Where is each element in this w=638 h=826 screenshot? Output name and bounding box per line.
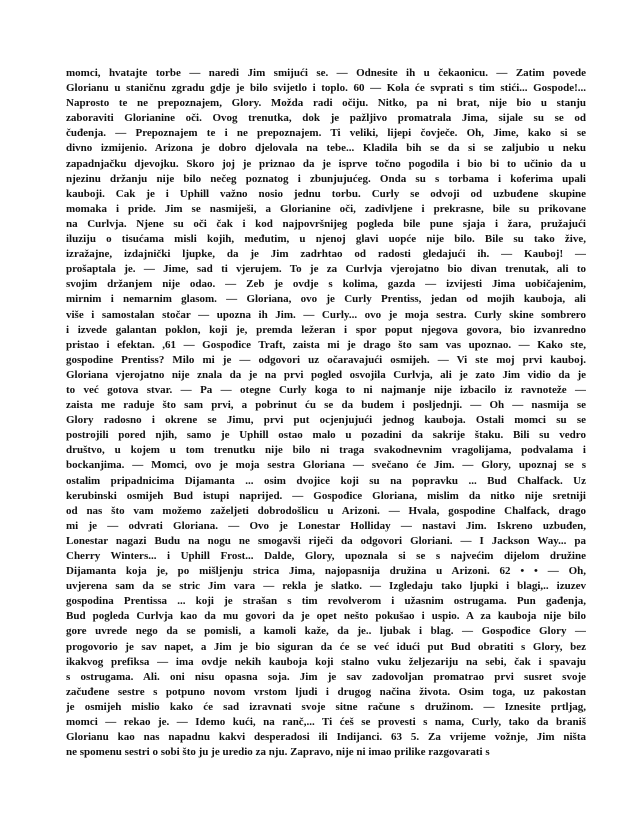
text-line: mirnim i nemarnim glasom. — Gloriana, ovo je Curly Prentiss, jedan od mojih kauboja, ali bbox=[66, 293, 586, 306]
text-line: divno izmijenio. Arizona je dobro djelovala na tebe... Kladila bih se da si se zaljubio u neku bbox=[66, 142, 586, 155]
text-line: iluziju o tisućama misli kojih, međutim, u njenoj glavi uopće nije bilo. Bile su tako žive, bbox=[66, 233, 586, 246]
text-line: Cherry Winters... i Uphill Frost... Dalde, Glory, upoznala si se s najvećim dijelom družine bbox=[66, 550, 586, 562]
text-line: prošaptala je. — Jime, sad ti vjerujem. To je za Curlvja vjerojatno bio divan trenutak, ali to bbox=[66, 263, 586, 276]
text-line: zaista me raduje što sam prvi, a pobrinut ću se da budem i posljednji. — Oh — nasmija se bbox=[66, 399, 586, 412]
text-line: od nas što vam možemo zaželjeti dobrodošlicu u Arizoni. — Hvala, gospodine Chalfack, drago bbox=[66, 504, 586, 517]
text-line: začuđene sestre s potpuno novom vrstom ljudi i drugog načina života. Osim toga, uz pakostan bbox=[66, 685, 586, 698]
text-line: i izvede galantan poklon, koji je, premda ležeran i spor poput njegova govora, bio izvanredno bbox=[66, 323, 586, 336]
text-line: kauboji. Cak je i Uphill važno nosio jednu torbu. Curly se odvoji od uzbuđene skupine bbox=[66, 187, 586, 200]
text-line: Dijamanta koja je, po mišljenju strica Jima, najopasnija družina u Arizoni. 62 • • — Oh, bbox=[66, 565, 586, 578]
text-line: Gloriana vjerojatno nije znala da je na prvi pogled osvojila Curlvja, ali je zato Jim vidio da je bbox=[66, 368, 586, 381]
text-line: s ostrugama. Ali. oni nisu opasna soja. Jim je sav zadovoljan promatrao prvi susret svoje bbox=[66, 670, 586, 683]
text-line: momci, hvatajte torbe — naredi Jim smijući se. — Odnesite ih u čekaonicu. — Zatim povede bbox=[66, 67, 586, 79]
text-line: gospodine Prentiss? Milo mi je — odgovori uz očaravajući osmijeh. — Vi ste moj prvi kauboj. bbox=[66, 353, 586, 366]
text-line: bockanjima. — Momci, ovo je moja sestra Gloriana — svečano će Jim. — Glory, upoznaj se s bbox=[66, 459, 586, 472]
text-line: Naprosto te ne prepoznajem, Glory. Možda radi očiju. Nitko, pa ni brat, nije bio u stanju bbox=[66, 97, 586, 110]
text-line: pristao i efektan. ,61 — Gospođice Traft, zaista mi je drago što sam vas upoznao. — Kako ste, bbox=[66, 338, 586, 351]
text-line: ne spomenu sestri o sobi što ju je uredio za nju. Zapravo, nije ni imao prilike razgovarati s bbox=[66, 746, 490, 759]
text-line: mi je — odvrati Gloriana. — Ovo je Lonestar Holliday — nastavi Jim. Iskreno uzbuđen, bbox=[66, 519, 586, 532]
text-line: gore uvrede nego da se pomisli, a kamoli kaže, da je.. ljubak i blag. — Gospođice Glory — bbox=[66, 625, 586, 638]
text-line: Glory radosno i okrene se Jimu, prvi put ocjenjujući jednog kauboja. Ostali momci su se bbox=[66, 414, 586, 427]
text-line: Glorianu kao nas napadnu kakvi desperadosi ili Indijanci. 63 5. Za vrijeme vožnje, Jim ništa bbox=[66, 731, 586, 744]
text-line: više i samostalan stočar — upozna ih Jim. — Curly... ovo je moja sestra. Curly skine sombrero bbox=[66, 308, 586, 321]
text-line: gospodina Prentissa ... koji je strašan s tim revolverom i užasnim ostrugama. Pun gađenja, bbox=[66, 595, 586, 608]
text-line: njezinu držanju nije bilo nečeg poznatog i zbunjujućeg. Onda su s torbama i koferima upali bbox=[66, 172, 586, 185]
text-line: momaka i pride. Jim se nasmiješi, a Glorianine oči, zadivljene i prekrasne, bile su prikovane bbox=[66, 202, 586, 215]
text-line: progovorio je sav napet, a Jim je bio siguran da će se već idući put Bud obratiti s Glory, bez bbox=[66, 640, 586, 653]
text-line: Lonestar nagazi Budu na nogu ne smogavši riječi da odgovori Gloriani. — I Jackson Way... pa bbox=[66, 534, 586, 547]
text-line: izražajne, izdajnički ljupke, da je Jim zadrhtao od radosti gledajući ih. — Kauboj! — bbox=[66, 248, 586, 261]
text-line: društvo, u kojem u tom trenutku nije bilo ni traga svakodnevnim vragolijama, podvalama i bbox=[66, 444, 586, 457]
text-line: zapadnjačku djevojku. Skoro joj je priznao da je isprve točno pogodila i bio bi to učinio da u bbox=[66, 157, 586, 170]
text-line: uvjerena sam da se stric Jim vara — rekla je slatko. — Izgledaju tako ljupki i blagi,.. izuzev bbox=[66, 580, 586, 593]
text-line: je osmijeh mislio kako će sad izravnati svoje sitne račune s družinom. — Iznesite prtljag, bbox=[66, 700, 586, 713]
text-line: ikakvog prefiksa — ima ovdje nekih kauboja koji stalno vuku željezariju na sebi, čak i spavaju bbox=[66, 655, 586, 668]
text-line: Glorianu u staničnu zgradu gdje je bilo svijetlo i toplo. 60 — Kola će svprati s tim stići... Gospode!... bbox=[66, 82, 586, 95]
text-line: na Curlvja. Njene su oči čak i kod najpovršnijeg pogleda bile pune sjaja i žara, pružajući bbox=[66, 217, 586, 230]
text-line: ostalim pripadnicima Dijamanta ... osim dvojice koji su na popravku ... Bud Chalfack. Uz bbox=[66, 474, 586, 487]
text-line: kerubinski osmijeh Bud istupi naprijed. — Gospođice Gloriana, mislim da nitko nije sretniji bbox=[66, 489, 586, 502]
text-line: svojim držanjem nije odao. — Zeb je ovdje s kolima, gazda — izvijesti Jima uobičajenim, bbox=[66, 278, 586, 291]
text-line: Bud pogleda Curlvja kao da mu govori da je opet nešto pokušao i uspio. A za kauboja nije bilo bbox=[66, 610, 586, 623]
text-line: postrojili pored njih, samo je Uphill ostao malo u pozadini da sakrije štaku. Bili su vedro bbox=[66, 429, 586, 442]
body-text bbox=[66, 66, 586, 760]
text-line: zaboraviti Glorianine oči. Ovog trenutka, dok je pažljivo promatrala Jima, sijale su se od bbox=[66, 112, 586, 125]
text-line: momci — rekao je. — Idemo kući, na ranč,... Ti ćeš se provesti s nama, Curly, tako da braniš bbox=[66, 716, 586, 729]
text-line: čuđenja. — Prepoznajem te i ne prepoznajem. Ti veliki, lijepi čovječe. Oh, Jime, kako si se bbox=[66, 127, 586, 140]
text-line: to već gotova stvar. — Pa — otegne Curly koga to ni najmanje nije izbacilo iz ravnoteže — bbox=[66, 383, 586, 396]
